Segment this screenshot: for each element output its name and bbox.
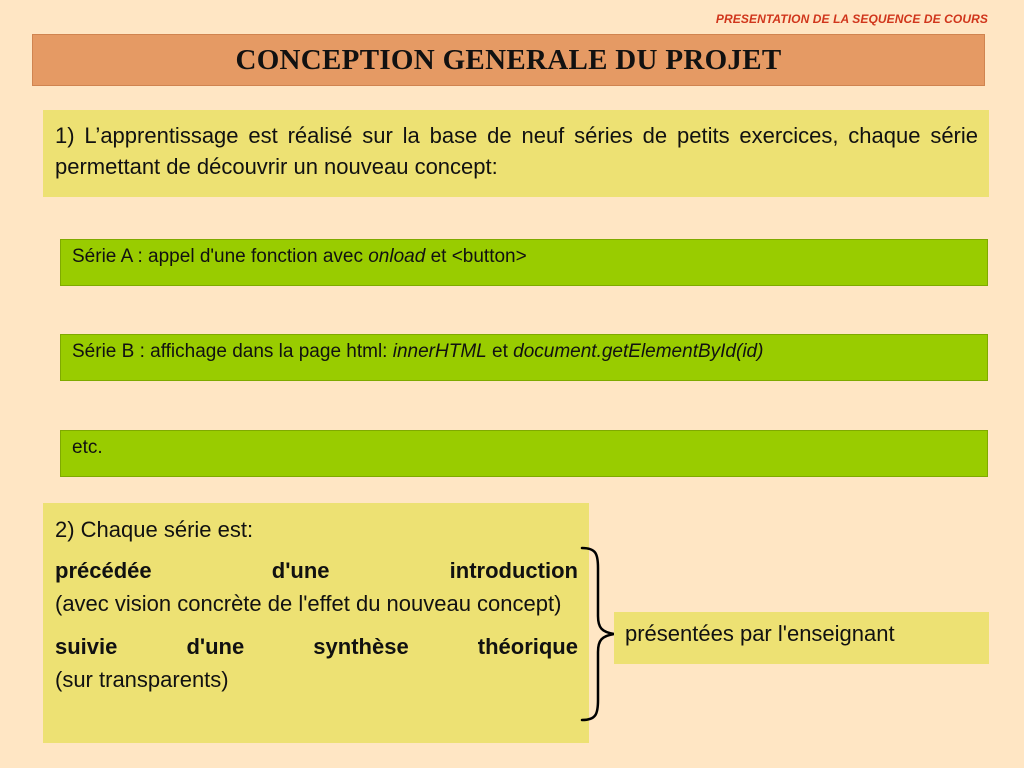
- steps-heading: 2) Chaque série est:: [55, 517, 254, 542]
- step-synthesis-bold: [55, 630, 578, 663]
- bold-word: théorique: [477, 634, 578, 659]
- steps-box: [43, 503, 589, 743]
- bold-word: introduction: [449, 558, 578, 583]
- step-synthesis-detail: (sur transparents): [55, 667, 229, 692]
- series-b-middle: et: [486, 341, 514, 362]
- series-b-prefix: Série B : affichage dans la page html:: [72, 341, 393, 362]
- header-note: PRESENTATION DE LA SEQUENCE DE COURS: [715, 12, 988, 26]
- series-a-box: [60, 239, 988, 286]
- series-a-suffix: et <button>: [425, 246, 527, 267]
- series-etc-box: [60, 430, 988, 477]
- series-a-code: onload: [368, 246, 426, 267]
- teacher-note-box: [614, 612, 989, 664]
- bold-word: suivie: [55, 634, 118, 659]
- step-introduction-detail: (avec vision concrète de l'effet du nouveau concept): [55, 591, 562, 616]
- title-bar: [32, 34, 985, 86]
- series-b-box: [60, 334, 988, 381]
- bold-word: synthèse: [313, 634, 409, 659]
- curly-brace-icon: [578, 546, 618, 722]
- step-introduction-bold: [55, 554, 578, 587]
- intro-box: 1) L’apprentissage est réalisé sur la base de neuf séries de petits exercices, chaque série permettant de découvrir un nouveau concept:: [43, 110, 989, 197]
- step-synthesis: [55, 630, 578, 696]
- series-etc-text: etc.: [72, 437, 103, 458]
- teacher-note: présentées par l'enseignant: [625, 621, 895, 646]
- series-b-code2: document.getElementById(id): [513, 341, 764, 362]
- page-title: CONCEPTION GENERALE DU PROJET: [235, 43, 782, 76]
- series-b-code1: innerHTML: [392, 341, 487, 362]
- series-a-prefix: Série A : appel d'une fonction avec: [72, 246, 369, 267]
- bold-word: précédée: [55, 558, 152, 583]
- bold-word: d'une: [271, 558, 330, 583]
- step-introduction: [55, 554, 578, 620]
- bold-word: d'une: [186, 634, 245, 659]
